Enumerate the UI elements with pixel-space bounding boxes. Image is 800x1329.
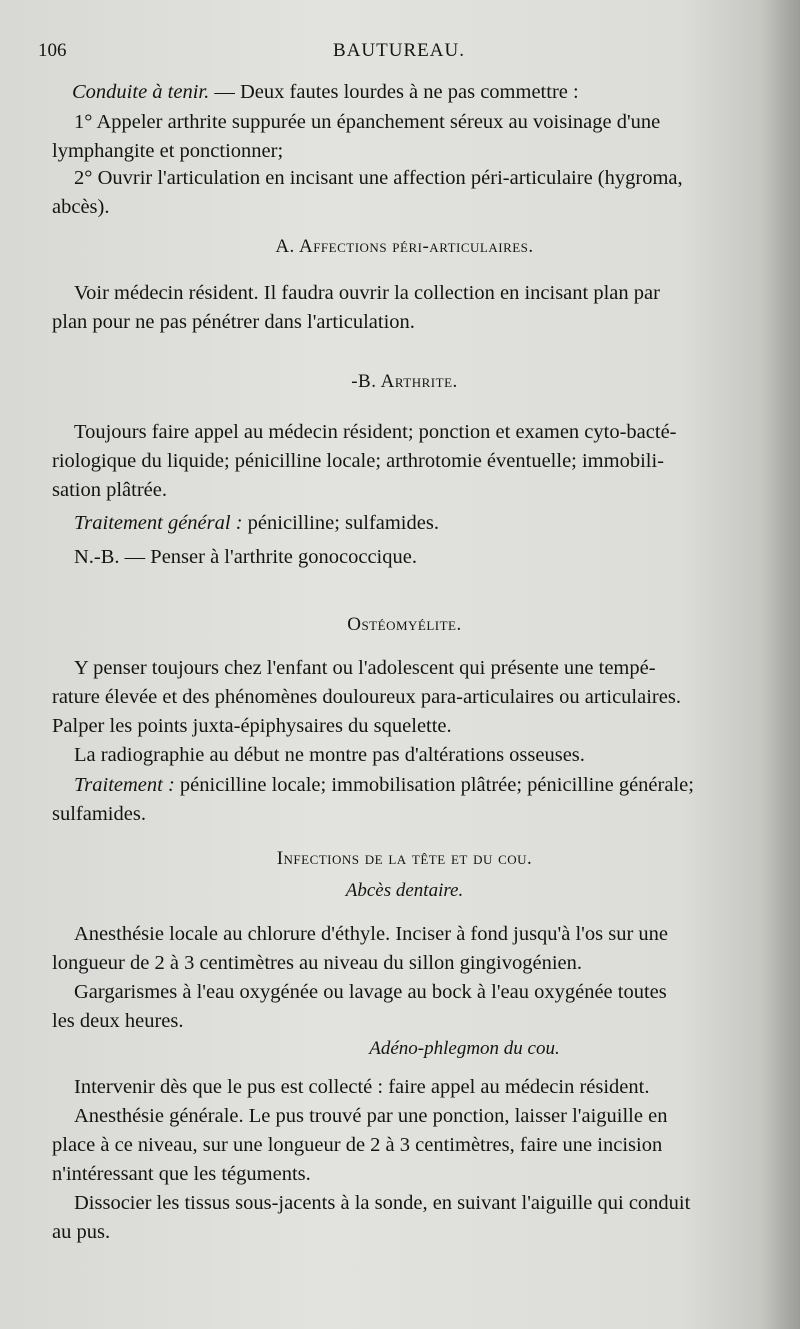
item-2 <box>52 164 757 222</box>
traitement-general-text: pénicilline; sulfamides. <box>242 512 439 534</box>
page-number: 106 <box>38 40 67 61</box>
heading-arthrite: -B. Arthrite. <box>351 371 458 392</box>
arthrite-line-1: Toujours faire appel au médecin résident; ponction et examen cyto-bacté- <box>74 421 677 443</box>
heading-abces-dentaire: Abcès dentaire. <box>345 880 464 901</box>
adeno-line-5: Dissocier les tissus sous-jacents à la sonde, en suivant l'aiguille qui conduit <box>74 1192 691 1214</box>
nb-line: N.-B. — Penser à l'arthrite gonococcique. <box>74 546 417 568</box>
affections-paragraph <box>52 279 757 337</box>
conduite-text: — Deux fautes lourdes à ne pas commettre : <box>209 81 579 103</box>
arthrite-traitement <box>52 509 757 538</box>
heading-affections-peri-articulaires: A. Affections péri-articulaires. <box>275 236 534 257</box>
traitement-line-2: sulfamides. <box>52 803 146 825</box>
osteo-line-4: La radiographie au début ne montre pas d'altérations osseuses. <box>74 744 585 766</box>
item-2-line-1: 2° Ouvrir l'articulation en incisant une affection péri-articulaire (hygroma, <box>74 167 683 189</box>
heading-adeno-phlegmon: Adéno-phlegmon du cou. <box>369 1038 560 1059</box>
item-2-line-2: abcès). <box>52 196 110 218</box>
heading-infections-tete-cou: Infections de la tête et du cou. <box>276 848 533 869</box>
abces-line-1: Anesthésie locale au chlorure d'éthyle. Inciser à fond jusqu'à l'os sur une <box>74 923 668 945</box>
item-1-line-2: lymphangite et ponctionner; <box>52 140 284 162</box>
adeno-paragraph <box>52 1073 757 1247</box>
item-1 <box>52 108 757 166</box>
affections-line-2: plan pour ne pas pénétrer dans l'articulation. <box>52 311 415 333</box>
traitement-label: Traitement : <box>74 774 175 796</box>
arthrite-nb <box>52 543 757 572</box>
arthrite-line-2: riologique du liquide; pénicilline locale; arthrotomie éventuelle; immobili- <box>52 450 664 472</box>
arthrite-paragraph <box>52 418 757 505</box>
running-head: BAUTUREAU. <box>333 40 465 61</box>
adeno-line-3: place à ce niveau, sur une longueur de 2 à 3 centimètres, faire une incision <box>52 1134 663 1156</box>
conduite-paragraph <box>72 78 757 107</box>
adeno-line-4: n'intéressant que les téguments. <box>52 1163 311 1185</box>
arthrite-line-3: sation plâtrée. <box>52 479 167 501</box>
abces-line-3: Gargarismes à l'eau oxygénée ou lavage au bock à l'eau oxygénée toutes <box>74 981 667 1003</box>
traitement-text: pénicilline locale; immobilisation plâtrée; pénicilline générale; <box>174 774 694 796</box>
osteo-line-1: Y penser toujours chez l'enfant ou l'adolescent qui présente une tempé- <box>74 657 656 679</box>
abces-paragraph <box>52 920 757 1036</box>
osteo-line-2: rature élevée et des phénomènes douloureux para-articulaires ou articulaires. <box>52 686 681 708</box>
conduite-label: Conduite à tenir. <box>72 81 210 103</box>
abces-line-2: longueur de 2 à 3 centimètres au niveau du sillon gingivogénien. <box>52 952 583 974</box>
heading-osteomyelite: Ostéomyélite. <box>347 614 462 635</box>
traitement-general-label: Traitement général : <box>74 512 243 534</box>
osteomyelite-traitement <box>52 771 757 829</box>
abces-line-4: les deux heures. <box>52 1010 184 1032</box>
adeno-line-2: Anesthésie générale. Le pus trouvé par une ponction, laisser l'aiguille en <box>74 1105 668 1127</box>
adeno-line-1: Intervenir dès que le pus est collecté : faire appel au médecin résident. <box>74 1076 650 1098</box>
osteomyelite-paragraph <box>52 654 757 770</box>
osteo-line-3: Palper les points juxta-épiphysaires du squelette. <box>52 715 452 737</box>
adeno-line-6: au pus. <box>52 1221 111 1243</box>
page-header <box>38 40 760 64</box>
affections-line-1: Voir médecin résident. Il faudra ouvrir la collection en incisant plan par <box>74 282 660 304</box>
item-1-line-1: 1° Appeler arthrite suppurée un épanchement séreux au voisinage d'une <box>74 111 661 133</box>
